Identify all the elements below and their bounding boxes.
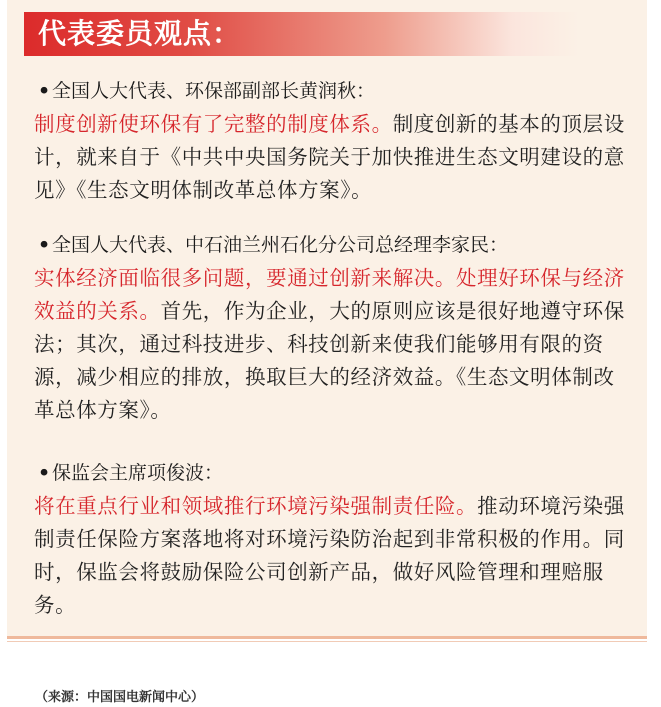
viewpoint-text [34,490,634,622]
viewpoint-li [34,232,634,427]
body-text: 推动环境污染强制责任保险方案落地将对环境污染防治起到非常积极的作用。同时，保监会将鼓励保险公司创新产品，做好风险管理和理赔服务。 [34,494,625,617]
viewpoint-huang [34,78,634,207]
viewpoint-xiang [34,460,634,622]
bullet: • [38,80,51,102]
highlight-text: 将在重点行业和领域推行环境污染强制责任险。 [34,494,478,518]
body-text: 制度创新的基本的顶层设计，就来自于《中共中央国务院关于加快推进生态文明建设的意见》《生态文明体制改革总体方案》。 [34,112,625,202]
highlight-text: 制度创新使环保有了完整的制度体系。 [34,112,393,136]
speaker-line [38,460,634,486]
speaker-name: 保监会主席项俊波： [52,462,224,484]
banner-title: 代表委员观点： [38,17,242,50]
title-banner [24,12,579,56]
highlight-text: 实体经济面临很多问题，要通过创新来解决。处理好环保与经济效益的关系。 [34,266,625,323]
bullet: • [38,234,51,256]
speaker-name: 全国人大代表、环保部副部长黄润秋： [52,80,376,102]
speaker-line [38,78,634,104]
speaker-name: 全国人大代表、中石油兰州石化分公司总经理李家民： [52,234,509,256]
card-bottom-rule [7,641,647,642]
speaker-line [38,232,634,258]
bullet: • [38,462,51,484]
source-caption: （来源：中国国电新闻中心） [35,690,205,705]
body-text: 首先，作为企业，大的原则应该是很好地遵守环保法；其次，通过科技进步、科技创新来使我们能够用有限的资源，减少相应的排放，换取巨大的经济效益。《生态文明体制改革总体方案》。 [34,299,625,422]
viewpoint-text [34,108,634,207]
viewpoint-text [34,262,634,427]
